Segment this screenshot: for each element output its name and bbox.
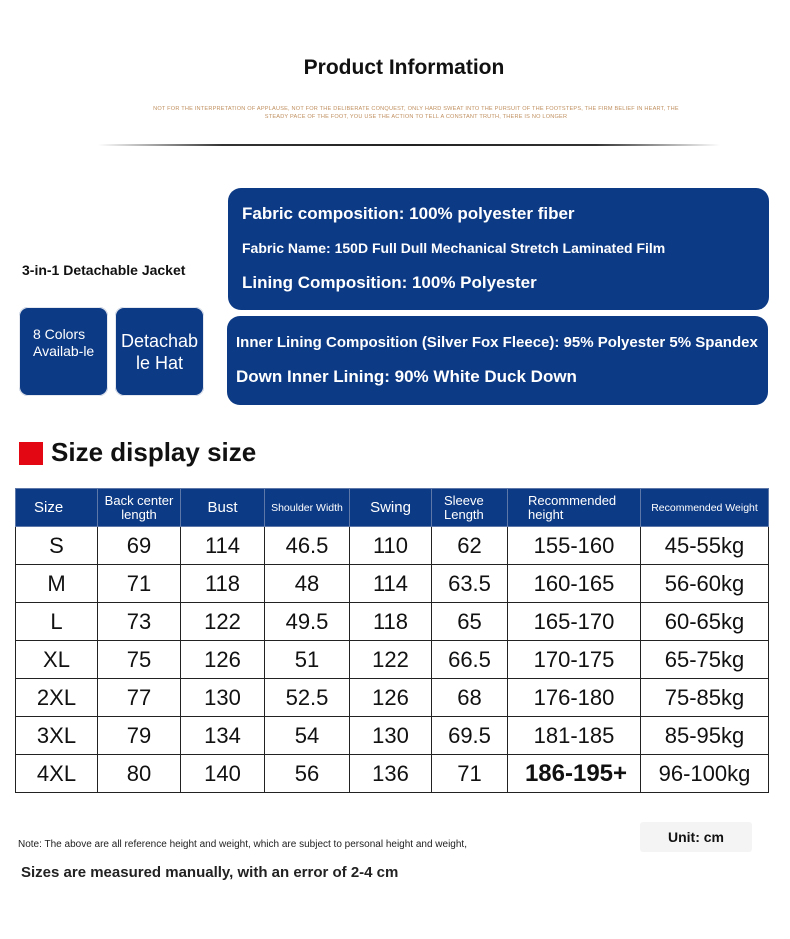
cell-height: 186-195+	[508, 755, 641, 793]
header-recommended-height: Recommended height	[508, 489, 641, 527]
table-row	[16, 755, 769, 793]
table-row	[16, 603, 769, 641]
cell-height: 170-175	[508, 641, 641, 679]
tagline-text: NOT FOR THE INTERPRETATION OF APPLAUSE, NOT FOR THE DELIBERATE CONQUEST, ONLY HARD SWEAT INTO THE PURSUIT OF THE FOOTSTEPS, THE FIRM BELIEF IN HEART, THE STEADY PACE OF THE FOOT, YOU USE THE ACTION TO TELL A CONSTANT TRUTH, THERE IS NO LONGER	[153, 106, 679, 120]
cell-size: S	[16, 527, 98, 565]
cell-height: 165-170	[508, 603, 641, 641]
cell-weight: 56-60kg	[641, 565, 769, 603]
red-square-marker	[19, 442, 43, 465]
fabric-name: Fabric Name: 150D Full Dull Mechanical Stretch Laminated Film	[242, 240, 666, 256]
down-inner-lining: Down Inner Lining: 90% White Duck Down	[236, 367, 577, 386]
cell-weight: 75-85kg	[641, 679, 769, 717]
unit-label: Unit: cm	[640, 822, 752, 852]
cell-swing: 110	[350, 527, 432, 565]
page-title: Product Information	[303, 56, 505, 79]
table-row	[16, 717, 769, 755]
cell-swing: 126	[350, 679, 432, 717]
cell-swing: 122	[350, 641, 432, 679]
cell-weight: 65-75kg	[641, 641, 769, 679]
lining-composition: Lining Composition: 100% Polyester	[242, 273, 537, 292]
measurement-note: Sizes are measured manually, with an error of 2-4 cm	[21, 864, 399, 881]
cell-sleeve: 65	[432, 603, 508, 641]
cell-shoulder: 56	[265, 755, 350, 793]
inner-lining-composition: Inner Lining Composition (Silver Fox Fleece): 95% Polyester 5% Spandex	[236, 334, 758, 351]
cell-back-length: 77	[98, 679, 181, 717]
header-shoulder-width: Shoulder Width	[265, 489, 350, 527]
cell-bust: 118	[181, 565, 265, 603]
cell-size: 4XL	[16, 755, 98, 793]
cell-shoulder: 48	[265, 565, 350, 603]
header-back-center-length: Back center length	[98, 489, 181, 527]
detachable-hat-badge: Detachab le Hat	[115, 307, 204, 396]
cell-height: 155-160	[508, 527, 641, 565]
cell-height: 176-180	[508, 679, 641, 717]
cell-bust: 122	[181, 603, 265, 641]
cell-sleeve: 69.5	[432, 717, 508, 755]
header-bust: Bust	[181, 489, 265, 527]
cell-height: 160-165	[508, 565, 641, 603]
cell-size: M	[16, 565, 98, 603]
cell-weight: 60-65kg	[641, 603, 769, 641]
table-header-row	[16, 489, 769, 527]
cell-size: XL	[16, 641, 98, 679]
size-heading-text: Size display size	[51, 437, 257, 467]
cell-back-length: 69	[98, 527, 181, 565]
header-size: Size	[16, 489, 98, 527]
fabric-composition: Fabric composition: 100% polyester fiber	[242, 204, 575, 223]
reference-note: Note: The above are all reference height and weight, which are subject to personal height and weight,	[18, 839, 467, 850]
title-divider	[98, 144, 720, 146]
cell-back-length: 80	[98, 755, 181, 793]
cell-sleeve: 62	[432, 527, 508, 565]
cell-back-length: 75	[98, 641, 181, 679]
header-sleeve-length: Sleeve Length	[432, 489, 508, 527]
product-type-label: 3-in-1 Detachable Jacket	[22, 262, 186, 278]
cell-shoulder: 46.5	[265, 527, 350, 565]
cell-shoulder: 54	[265, 717, 350, 755]
cell-bust: 114	[181, 527, 265, 565]
cell-back-length: 73	[98, 603, 181, 641]
table-row	[16, 565, 769, 603]
cell-bust: 134	[181, 717, 265, 755]
cell-sleeve: 66.5	[432, 641, 508, 679]
colors-badge: 8 Colors Availab-le	[19, 307, 108, 396]
table-row	[16, 679, 769, 717]
size-table	[15, 488, 769, 793]
header-recommended-weight: Recommended Weight	[641, 489, 769, 527]
cell-height: 181-185	[508, 717, 641, 755]
cell-bust: 140	[181, 755, 265, 793]
cell-sleeve: 71	[432, 755, 508, 793]
cell-shoulder: 51	[265, 641, 350, 679]
cell-size: 3XL	[16, 717, 98, 755]
cell-size: L	[16, 603, 98, 641]
cell-swing: 130	[350, 717, 432, 755]
cell-back-length: 71	[98, 565, 181, 603]
cell-weight: 85-95kg	[641, 717, 769, 755]
cell-bust: 126	[181, 641, 265, 679]
cell-size: 2XL	[16, 679, 98, 717]
header-swing: Swing	[350, 489, 432, 527]
cell-sleeve: 68	[432, 679, 508, 717]
table-row	[16, 527, 769, 565]
fabric-info-panel	[228, 188, 769, 310]
table-row	[16, 641, 769, 679]
cell-weight: 45-55kg	[641, 527, 769, 565]
cell-swing: 118	[350, 603, 432, 641]
cell-sleeve: 63.5	[432, 565, 508, 603]
cell-swing: 136	[350, 755, 432, 793]
cell-back-length: 79	[98, 717, 181, 755]
cell-swing: 114	[350, 565, 432, 603]
cell-bust: 130	[181, 679, 265, 717]
cell-shoulder: 52.5	[265, 679, 350, 717]
cell-weight: 96-100kg	[641, 755, 769, 793]
inner-lining-panel	[227, 316, 768, 405]
cell-shoulder: 49.5	[265, 603, 350, 641]
